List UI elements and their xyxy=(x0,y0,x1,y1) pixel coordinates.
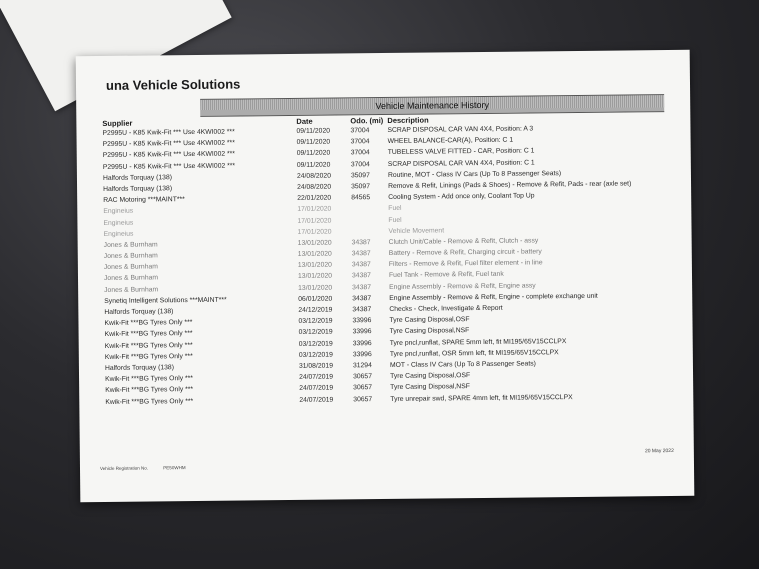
supplier-cell: Synetiq Intelligent Solutions ***MAINT*** xyxy=(104,296,227,305)
odo-cell: 34387 xyxy=(352,306,372,314)
description-cell: Fuel xyxy=(388,205,402,213)
odo-cell: 31294 xyxy=(352,362,372,370)
description-cell: Checks - Check, Investigate & Report xyxy=(389,304,503,313)
supplier-cell: Kwik-Fit ***BG Tyres Only *** xyxy=(104,352,193,361)
odo-cell: 37004 xyxy=(350,138,370,146)
odo-cell: 33996 xyxy=(352,350,372,359)
date-cell: 24/07/2019 xyxy=(299,373,334,382)
date-cell: 13/01/2020 xyxy=(297,272,333,281)
date-cell: 03/12/2019 xyxy=(298,317,333,326)
supplier-cell: Jones & Burnham xyxy=(103,252,158,261)
date-cell: 09/11/2020 xyxy=(296,161,331,169)
odo-cell: 30657 xyxy=(353,395,373,403)
date-cell: 03/12/2019 xyxy=(298,340,333,348)
date-cell: 13/01/2020 xyxy=(297,261,332,270)
description-cell: Cooling System - Add once only, Coolant Top Up xyxy=(388,192,535,202)
header-date: Date xyxy=(296,116,313,126)
supplier-cell: Jones & Burnham xyxy=(103,241,158,249)
description-cell: Tyre pncl,runflat, SPARE 5mm left, fit MI195/65V15CCLPX xyxy=(389,337,567,347)
document-title: Vehicle Maintenance History xyxy=(200,94,664,117)
date-cell: 22/01/2020 xyxy=(297,194,332,203)
date-cell: 13/01/2020 xyxy=(297,250,332,258)
description-cell: SCRAP DISPOSAL CAR VAN 4X4, Position: C 1 xyxy=(387,158,535,168)
supplier-cell: Kwik-Fit ***BG Tyres Only *** xyxy=(104,330,193,339)
odo-cell: 37004 xyxy=(350,160,370,168)
odo-cell: 35097 xyxy=(350,171,370,180)
description-cell: Fuel xyxy=(388,216,402,224)
supplier-cell: Halfords Torquay (138) xyxy=(102,173,173,182)
odo-cell: 33996 xyxy=(352,328,372,336)
date-cell: 13/01/2020 xyxy=(297,239,332,247)
description-cell: Tyre Casing Disposal,NSF xyxy=(389,327,470,336)
supplier-cell: Halfords Torquay (138) xyxy=(104,308,174,316)
odo-cell: 34387 xyxy=(351,261,371,269)
description-cell: SCRAP DISPOSAL CAR VAN 4X4, Position: A 3 xyxy=(387,125,534,134)
description-cell: Vehicle Movement xyxy=(388,227,445,235)
odo-cell: 34387 xyxy=(351,272,371,280)
registration-label: Vehicle Registration No. xyxy=(99,465,149,471)
supplier-cell: Engineius xyxy=(103,230,134,238)
date-cell: 17/01/2020 xyxy=(297,205,332,214)
supplier-cell: P2995U - K85 Kwik-Fit *** Use 4KWI002 *** xyxy=(102,150,235,160)
date-cell: 17/01/2020 xyxy=(297,228,332,236)
supplier-cell: Kwik-Fit ***BG Tyres Only *** xyxy=(105,397,194,406)
supplier-cell: Jones & Burnham xyxy=(103,274,159,283)
odo-cell: 33996 xyxy=(352,317,372,325)
odo-cell: 37004 xyxy=(350,149,370,157)
odo-cell: 30657 xyxy=(353,373,372,381)
header-description: Description xyxy=(387,115,429,125)
description-cell: MOT - Class IV Cars (Up To 8 Passenger Seats) xyxy=(389,360,536,369)
supplier-cell: Kwik-Fit ***BG Tyres Only *** xyxy=(105,386,194,395)
supplier-cell: Kwik-Fit ***BG Tyres Only *** xyxy=(104,341,193,350)
description-cell: WHEEL BALANCE-CAR(A), Position: C 1 xyxy=(387,136,514,146)
description-cell: Tyre Casing Disposal,OSF xyxy=(389,316,470,325)
supplier-cell: P2995U - K85 Kwik-Fit *** Use 4KWI002 *** xyxy=(102,128,235,137)
date-cell: 09/11/2020 xyxy=(296,127,331,135)
description-cell: Routine, MOT - Class IV Cars (Up To 8 Passenger Seats) xyxy=(387,169,562,179)
date-cell: 17/01/2020 xyxy=(297,217,332,225)
date-cell: 13/01/2020 xyxy=(298,284,333,292)
date-cell: 06/01/2020 xyxy=(298,295,333,303)
odo-cell: 37004 xyxy=(350,127,370,135)
description-cell: Tyre Casing Disposal,NSF xyxy=(390,383,470,392)
company-name: una Vehicle Solutions xyxy=(105,76,241,93)
description-cell: Clutch Unit/Cable - Remove & Refit, Clutch - assy xyxy=(388,237,539,246)
date-cell: 24/07/2019 xyxy=(299,384,334,393)
supplier-cell: Jones & Burnham xyxy=(104,286,159,294)
description-cell: Tyre unrepair swd, SPARE 4mm left, fit MI195/65V15CCLPX xyxy=(390,393,573,403)
date-cell: 24/07/2019 xyxy=(299,396,334,404)
odo-cell: 35097 xyxy=(351,183,371,191)
print-date: 20 May 2022 xyxy=(644,447,674,455)
description-cell: Tyre pncl,runflat, OSR 5mm left, fit MI195/65V15CCLPX xyxy=(389,348,559,358)
registration-footer xyxy=(100,465,200,471)
description-cell: Engine Assembly - Remove & Refit, Engine - complete exchange unit xyxy=(389,292,598,302)
description-cell: TUBELESS VALVE FITTED - CAR, Position: C 1 xyxy=(387,147,535,157)
date-cell: 03/12/2019 xyxy=(298,328,333,337)
description-cell: Filters - Remove & Refit, Fuel filter element - in line xyxy=(388,259,543,269)
description-cell: Remove & Refit, Linings (Pads & Shoes) - Remove & Refit, Pads - rear (axle set) xyxy=(388,180,632,190)
odo-cell: 34387 xyxy=(351,250,371,258)
odo-cell: 34387 xyxy=(352,294,372,303)
odo-cell: 34387 xyxy=(352,283,372,291)
date-cell: 09/11/2020 xyxy=(296,138,331,147)
supplier-cell: Halfords Torquay (138) xyxy=(103,185,173,193)
description-cell: Engine Assembly - Remove & Refit, Engine assy xyxy=(389,282,536,291)
supplier-cell: Jones & Burnham xyxy=(103,263,158,272)
odo-cell: 30657 xyxy=(353,384,373,392)
supplier-cell: Kwik-Fit ***BG Tyres Only *** xyxy=(105,375,193,384)
history-table xyxy=(76,122,693,408)
date-cell: 03/12/2019 xyxy=(298,351,333,359)
odo-cell: 84565 xyxy=(351,194,371,202)
description-cell: Battery - Remove & Refit, Charging circuit - battery xyxy=(388,248,542,258)
supplier-cell: Kwik-Fit ***BG Tyres Only *** xyxy=(104,319,193,328)
date-cell: 31/08/2019 xyxy=(298,362,334,370)
date-cell: 09/11/2020 xyxy=(296,149,331,158)
maintenance-document xyxy=(76,50,695,502)
registration-value: PE50WHM xyxy=(163,465,186,471)
description-cell: Fuel Tank - Remove & Refit, Fuel tank xyxy=(388,271,504,280)
date-cell: 24/08/2020 xyxy=(296,172,332,180)
supplier-cell: Engineius xyxy=(103,207,134,216)
header-odo: Odo. (mi) xyxy=(350,116,384,126)
date-cell: 24/12/2019 xyxy=(298,306,333,314)
supplier-cell: P2995U - K85 Kwik-Fit *** Use 4KWI002 *** xyxy=(102,162,236,171)
supplier-cell: Halfords Torquay (138) xyxy=(104,364,175,372)
supplier-cell: RAC Motoring ***MAINT*** xyxy=(103,196,185,205)
odo-cell: 34387 xyxy=(351,239,371,247)
odo-cell: 33996 xyxy=(352,339,372,347)
supplier-cell: P2995U - K85 Kwik-Fit *** Use 4KWI002 *** xyxy=(102,139,235,149)
supplier-cell: Engineius xyxy=(103,219,134,227)
description-cell: Tyre Casing Disposal,OSF xyxy=(390,372,471,381)
header-supplier: Supplier xyxy=(102,118,133,128)
date-cell: 24/08/2020 xyxy=(297,183,332,191)
